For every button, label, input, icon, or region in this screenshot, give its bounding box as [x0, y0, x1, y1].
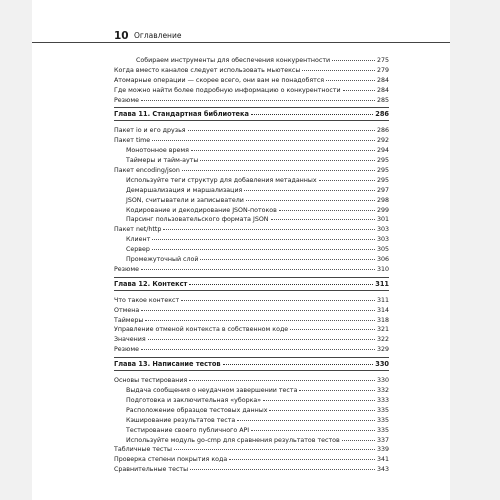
- toc-entry-title: Собираем инструменты для обеспечения конкурентности: [136, 57, 331, 64]
- toc-entry-title: Тестирование своего публичного API: [126, 426, 250, 434]
- dot-leader: [152, 134, 375, 141]
- toc-entry-title: Расположение образцов тестовых данных: [126, 406, 268, 414]
- toc-entry-page: 337: [376, 436, 389, 444]
- toc-entry-title: Выдача сообщения о неудачном завершении теста: [126, 387, 298, 395]
- dot-leader: [148, 333, 375, 340]
- dot-leader: [319, 174, 375, 181]
- toc-entry-page: 335: [376, 416, 389, 424]
- toc-entry-title: Глава 11. Стандартная библиотека: [114, 110, 249, 119]
- toc-entry-page: 321: [376, 326, 389, 334]
- dot-leader: [152, 233, 375, 240]
- toc-entry-page: 299: [376, 206, 389, 214]
- toc-entry-page: 286: [375, 110, 389, 119]
- toc-entry-title: Кодирование и декодирование JSON-потоков: [126, 206, 277, 214]
- toc-entry-page: 341: [376, 456, 389, 464]
- toc-entry-page: 298: [376, 196, 389, 204]
- toc-entry-page: 335: [376, 406, 389, 414]
- dot-leader: [141, 343, 375, 350]
- toc-entry-title: Когда вместо каналов следует использовать мьютексы: [114, 66, 301, 74]
- toc-chapter-heading: [114, 357, 389, 371]
- toc-entry-title: Монотонное время: [126, 147, 189, 155]
- toc-entry-page: 303: [376, 226, 389, 234]
- dot-leader: [342, 434, 375, 441]
- toc-entry-page: 286: [376, 127, 389, 135]
- toc-entry-page: 329: [376, 346, 389, 354]
- toc-entry: [114, 344, 389, 354]
- dot-leader: [141, 94, 375, 101]
- dot-leader: [237, 414, 375, 421]
- toc-chapter-heading: [114, 107, 389, 121]
- toc-entry-title: Парсинг пользовательского формата JSON: [126, 216, 269, 224]
- toc-entry-title: Глава 12. Контекст: [114, 279, 188, 288]
- toc-entry-title: Основы тестирования: [114, 377, 188, 385]
- toc-entry-page: 318: [376, 316, 389, 324]
- toc-entry-title: Управление отменой контекста в собственном коде: [114, 326, 289, 334]
- dot-leader: [271, 213, 375, 220]
- toc-entry-title: Сравнительные тесты: [114, 466, 189, 474]
- dot-leader: [343, 84, 375, 91]
- book-page: [32, 0, 450, 500]
- toc-entry-title: Проверка степени покрытия кода: [114, 456, 228, 464]
- page-number: 10: [114, 30, 129, 42]
- toc-entry-page: 330: [375, 360, 389, 369]
- toc-entry-title: Где можно найти более подробную информацию о конкурентности: [114, 86, 341, 94]
- dot-leader: [191, 144, 375, 151]
- toc-entry-title: Пакет encoding/json: [114, 167, 180, 175]
- dot-leader: [263, 394, 375, 401]
- dot-leader: [174, 443, 375, 450]
- toc-entry-page: 330: [376, 377, 389, 385]
- toc-entry-page: 284: [376, 76, 389, 84]
- dot-leader: [251, 424, 375, 431]
- dot-leader: [189, 278, 373, 285]
- dot-leader: [141, 304, 375, 311]
- dot-leader: [251, 108, 373, 115]
- dot-leader: [326, 74, 375, 81]
- toc-entry-page: 311: [375, 279, 389, 288]
- dot-leader: [244, 184, 375, 191]
- toc-entry-page: 339: [376, 446, 389, 454]
- toc-entry-page: 295: [376, 157, 389, 165]
- toc-entry-page: 310: [376, 265, 389, 273]
- toc-entry-page: 295: [376, 176, 389, 184]
- toc-entry-page: 297: [376, 186, 389, 194]
- running-header: [32, 22, 450, 43]
- toc-entry-title: Клиент: [126, 236, 151, 244]
- toc-entry-title: Таймеры: [114, 316, 144, 324]
- dot-leader: [279, 204, 375, 211]
- toc-entry-title: JSON, считыватели и записыватели: [126, 196, 244, 204]
- toc-entry-page: 311: [376, 296, 389, 304]
- toc-chapter-heading: [114, 277, 389, 291]
- toc-entry-page: 275: [376, 57, 389, 64]
- toc-entry-title: Используйте теги структур для добавления метаданных: [126, 176, 317, 184]
- toc-entry-page: 305: [376, 246, 389, 254]
- dot-leader: [189, 374, 375, 381]
- toc-entry-title: Атомарные операции — скорее всего, они вам не понадобятся: [114, 76, 325, 84]
- toc-entry-title: Пакет net/http: [114, 226, 162, 234]
- dot-leader: [182, 164, 375, 171]
- toc-entry-page: 322: [376, 336, 389, 344]
- dot-leader: [200, 253, 375, 260]
- toc-entry-page: 285: [376, 96, 389, 104]
- toc-entry-page: 343: [376, 466, 389, 474]
- toc-entry-title: Демаршализация и маршализация: [126, 186, 243, 194]
- dot-leader: [200, 154, 375, 161]
- toc-entry-title: Сервер: [126, 246, 150, 254]
- dot-leader: [299, 384, 375, 391]
- table-of-contents: [114, 55, 389, 474]
- toc-entry: [114, 95, 389, 105]
- toc-entry-title: Подготовка и заключительная «уборка»: [126, 396, 262, 404]
- toc-entry-title: Резюме: [114, 346, 139, 354]
- toc-entry-page: 314: [376, 306, 389, 314]
- toc-entry-title: Таймеры и тайм-ауты: [126, 157, 199, 165]
- toc-entry: [114, 464, 389, 474]
- dot-leader: [302, 64, 375, 71]
- toc-entry-title: Отмена: [114, 306, 140, 314]
- toc-entry-title: Кэширование результатов теста: [126, 416, 236, 424]
- dot-leader: [290, 323, 375, 330]
- dot-leader: [145, 314, 375, 321]
- toc-entry-title: Значения: [114, 336, 146, 344]
- toc-entry-page: 292: [376, 137, 389, 145]
- toc-entry-title: Промежуточный слой: [126, 256, 199, 264]
- dot-leader: [190, 463, 375, 470]
- dot-leader: [152, 243, 375, 250]
- dot-leader: [332, 54, 375, 61]
- toc-entry-page: 333: [376, 396, 389, 404]
- toc-entry-page: 301: [376, 216, 389, 224]
- dot-leader: [188, 124, 375, 131]
- toc-entry-title: Табличные тесты: [114, 446, 173, 454]
- toc-entry-page: 335: [376, 426, 389, 434]
- toc-entry-title: Что такое контекст: [114, 296, 180, 304]
- toc-entry-title: Резюме: [114, 265, 139, 273]
- toc-entry-page: 306: [376, 256, 389, 264]
- dot-leader: [181, 294, 375, 301]
- toc-entry-page: 284: [376, 86, 389, 94]
- toc-entry-title: Глава 13. Написание тестов: [114, 360, 221, 369]
- toc-entry-title: Используйте модуль go-cmp для сравнения результатов тестов: [126, 436, 340, 444]
- dot-leader: [246, 194, 375, 201]
- toc-entry-page: 332: [376, 387, 389, 395]
- dot-leader: [163, 223, 375, 230]
- running-header-title: Оглавление: [134, 31, 182, 40]
- toc-entry-page: 294: [376, 147, 389, 155]
- toc-entry-page: 295: [376, 167, 389, 175]
- toc-entry-title: Пакет io и его друзья: [114, 127, 186, 135]
- toc-entry-page: 303: [376, 236, 389, 244]
- toc-entry-page: 279: [376, 66, 389, 74]
- dot-leader: [229, 453, 375, 460]
- dot-leader: [223, 358, 374, 365]
- dot-leader: [269, 404, 375, 411]
- toc-entry-title: Резюме: [114, 96, 139, 104]
- toc-entry: [114, 264, 389, 274]
- dot-leader: [141, 263, 375, 270]
- toc-entry-title: Пакет time: [114, 137, 151, 145]
